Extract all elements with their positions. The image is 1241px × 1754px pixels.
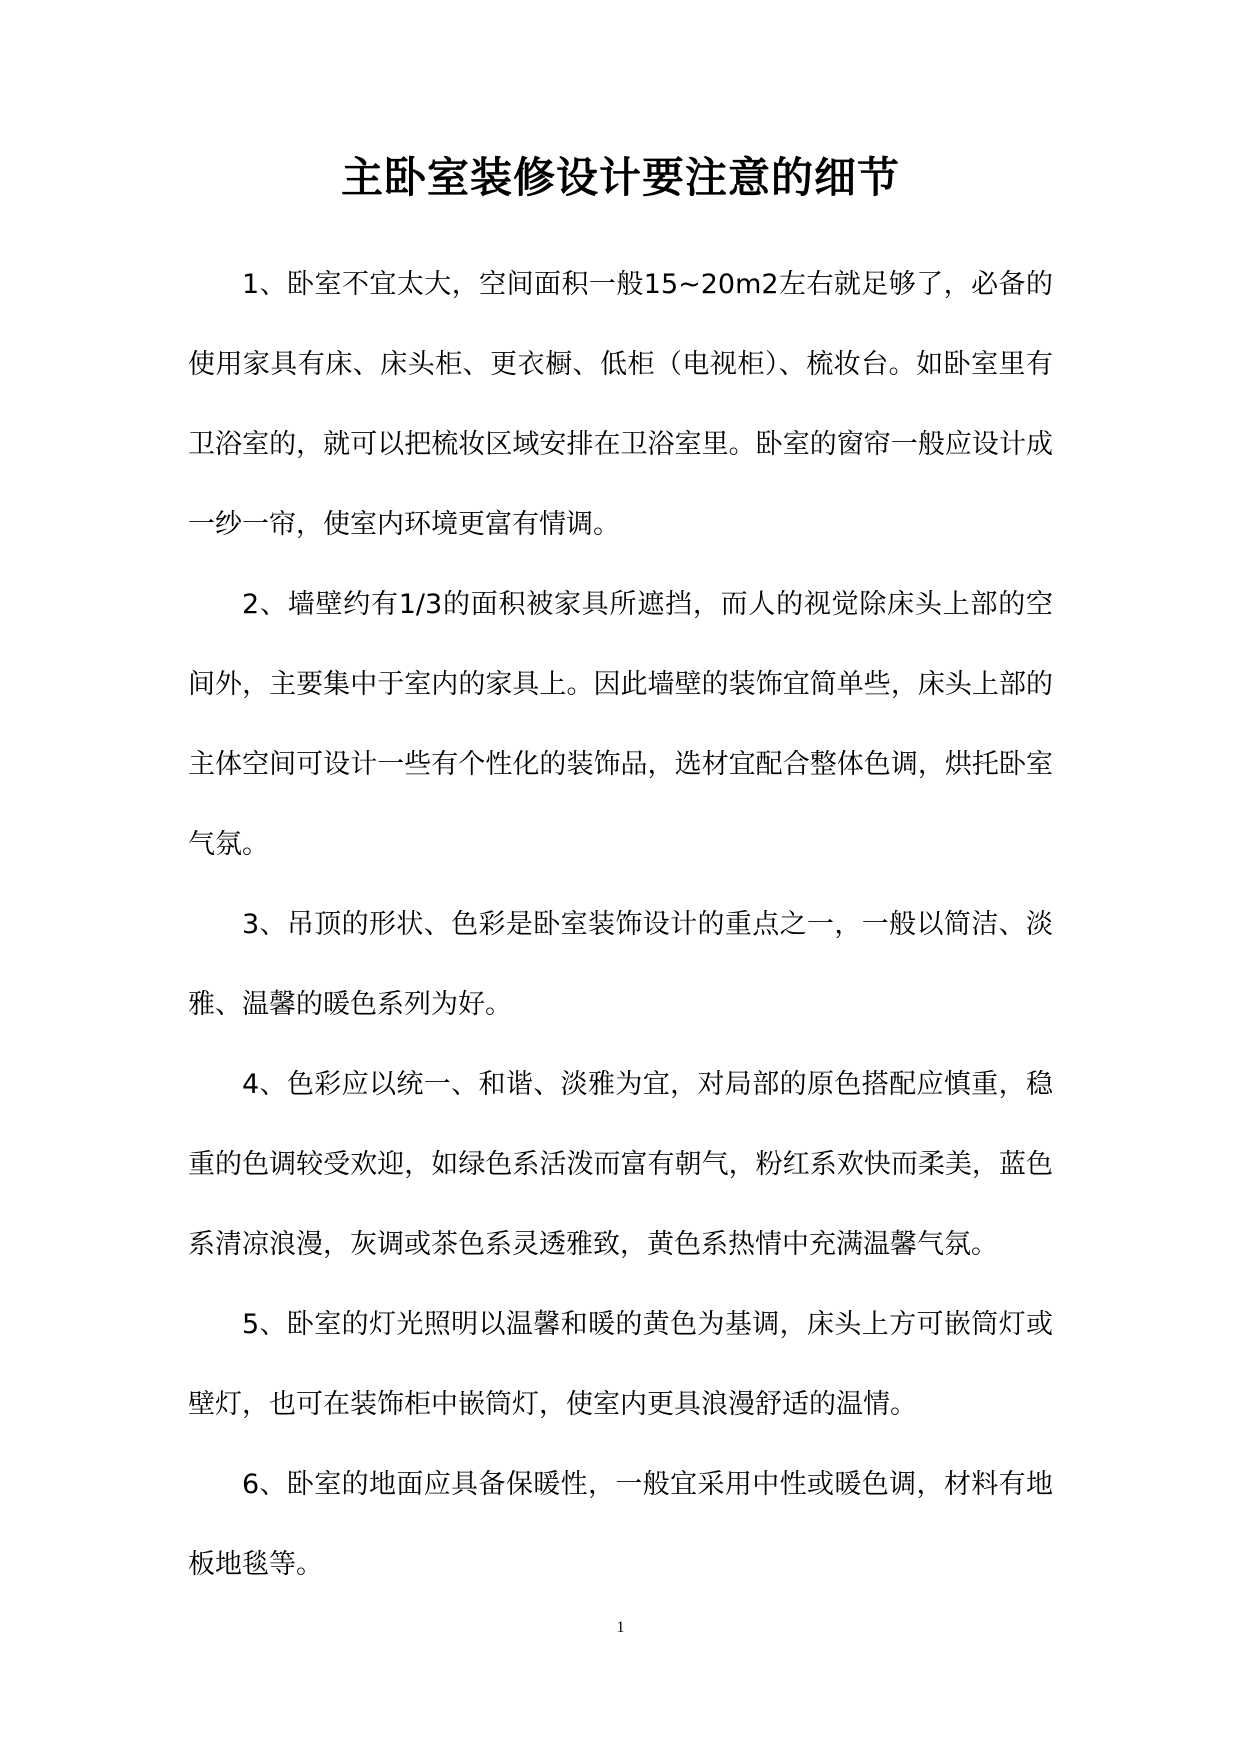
paragraph-1: 1、卧室不宜太大，空间面积一般15~20m2左右就足够了，必备的使用家具有床、床头柜、更衣橱、低柜（电视柜）、梳妆台。如卧室里有卫浴室的，就可以把梳妆区域安排在卫浴室里。卧室的窗帘一般应设计成一纱一帘，使室内环境更富有情调。	[188, 269, 1053, 540]
document-body	[188, 245, 1053, 1605]
paragraph-2: 2、墙壁约有1/3的面积被家具所遮挡，而人的视觉除床头上部的空间外，主要集中于室内的家具上。因此墙壁的装饰宜简单些，床头上部的主体空间可设计一些有个性化的装饰品，选材宜配合整体色调，烘托卧室气氛。	[188, 589, 1053, 860]
page-number: 1	[616, 1619, 625, 1636]
paragraph-4: 4、色彩应以统一、和谐、淡雅为宜，对局部的原色搭配应慎重，稳重的色调较受欢迎，如绿色系活泼而富有朝气，粉红系欢快而柔美，蓝色系清凉浪漫，灰调或茶色系灵透雅致，黄色系热情中充满温馨气氛。	[188, 1069, 1053, 1260]
paragraph-3: 3、吊顶的形状、色彩是卧室装饰设计的重点之一，一般以简洁、淡雅、温馨的暖色系列为好。	[188, 909, 1053, 1020]
document-title: 主卧室装修设计要注意的细节	[340, 153, 900, 202]
paragraph-6: 6、卧室的地面应具备保暖性，一般宜采用中性或暖色调，材料有地板地毯等。	[188, 1469, 1053, 1580]
paragraph-5: 5、卧室的灯光照明以温馨和暖的黄色为基调，床头上方可嵌筒灯或壁灯，也可在装饰柜中嵌筒灯，使室内更具浪漫舒适的温情。	[188, 1309, 1053, 1420]
